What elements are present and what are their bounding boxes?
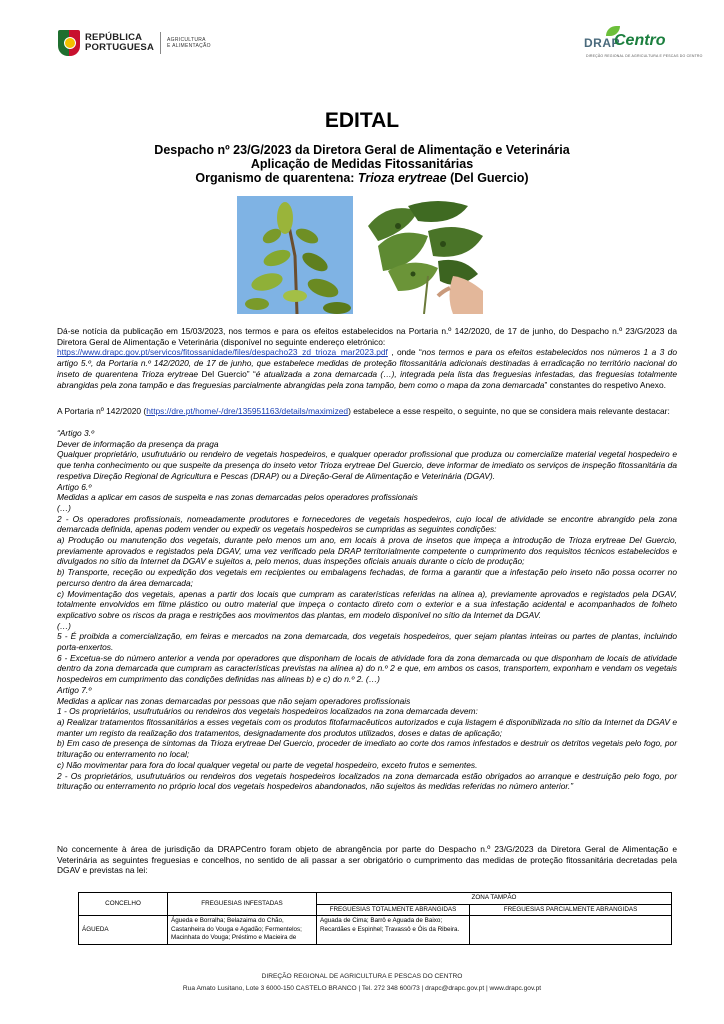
republica-portuguesa-logo xyxy=(58,30,211,56)
header-totalmente: FREGUESIAS TOTALMENTE ABRANGIDAS xyxy=(317,904,470,916)
header-zona-tampao: ZONA TAMPÃO xyxy=(317,893,672,905)
quote-line: 6 - Excetua-se do número anterior a venda por operadores que disponham de locais de atividade fora da zona demarcada ou que disponham de locais de atividade dentro da zona demarcada que cumpram as características previstas na alínea a) do n.º 2 e que, em ambos os casos, transportem, exponham e vendam os vegetais hospedeiros em cumprimento das condições definidas nas alíneas b) e c) do n.º 2. (…) xyxy=(57,652,677,685)
infested-leaves-photo xyxy=(358,196,488,314)
header-concelho: CONCELHO xyxy=(79,893,168,916)
cell-parcialmente xyxy=(470,916,672,945)
header-infestadas: FREGUESIAS INFESTADAS xyxy=(168,893,317,916)
freguesias-table xyxy=(78,892,672,945)
jurisdiction-paragraph: No concernente à área de jurisdição da DRAPCentro foram objeto de abrangência por parte do Despacho n.º 23/G/2023 da Diretora Geral de Alimentação e Veterinária as seguintes freguesias e concelhos, no sentido de ali passar a ser obrigatório o cumprimento das medidas de proteção fitossanitária decretadas pela DGAV e previstas na lei: xyxy=(57,844,677,876)
quote-line: b) Em caso de presença de sintomas da Trioza erytreae Del Guercio, proceder de imediato ao corte dos ramos infestados e destruir os detritos vegetais pelo fogo, por trituração ou enterramento no local; xyxy=(57,738,677,760)
republica-wordmark: REPÚBLICA PORTUGUESA xyxy=(85,32,155,53)
quote-line: 2 - Os operadores profissionais, nomeadamente produtores e fornecedores de vegetais hospedeiros, cujo local de atividade se encontre abrangido pela zona demarcada definida, apenas podem vender ou expedir os vegetais hospedeiros se cumpridas as seguintes condições: xyxy=(57,513,677,535)
intro-paragraph: Dá-se notícia da publicação em 15/03/2023, nos termos e para os efeitos estabelecidos na Portaria n.º 142/2020, de 17 de junho, do Despacho n.º 23/G/2023 da Diretora Geral de Alimentação e Veterinária (disponível no seguinte endereço eletrónico: https://www.drapc.gov.pt/servicos/fitossanidade/files/despacho23_zd_trioza_mar2023.pdf , onde “nos termos e para os efeitos estabelecidos nos números 1 a 3 do artigo 5.º, da Portaria n.º 142/2020, de 17 de junho, que estabelece medidas de proteção fitossanitária adicionais destinadas à erradicação no território nacional do inseto de quarentena Trioza erytreae Del Guercio” “é atualizada a zona demarcada (…), integrada pela lista das freguesias infestadas, das freguesias totalmente abrangidas pela zona tampão e das freguesias parcialmente abrangidas pela zona tampão, bem como o mapa da zona demarcada” constantes do respetivo Anexo. xyxy=(57,326,677,390)
quote-line: 1 - Os proprietários, usufrutuários ou rendeiros dos vegetais hospedeiros localizados na zona demarcada devem: xyxy=(57,706,478,717)
quote-line: (…) xyxy=(57,620,71,631)
quote-line: a) Produção ou manutenção dos vegetais, durante pelo menos um ano, em locais à prova de insetos que impeça a introdução de Trioza erytreae Del Guercio, previamente aprovados e registados pela DGAV, uma vez verificado pela DRAP territorialmente competente o cumprimento dos requisitos técnicos estabelecidos e divulgados no sítio da Internet da DGAV e sujeitos a, pelo menos, duas inspeções oficiais anuais durante o ciclo de produção; xyxy=(57,535,677,567)
quote-line: Qualquer proprietário, usufrutuário ou rendeiro de vegetais hospedeiros, e qualquer operador profissional que produza ou comercialize material vegetal hospedeiro e que tenha conhecimento ou que suspeite da presença do inseto vetor Trioza erytreae Del Guercio, deve informar de imediato os serviços de inspeção fitossanitária da respetiva Direção Regional de Agricultura e Pescas (DRAP) ou a Direção-Geral de Alimentação e Veterinária (DGAV). xyxy=(57,449,677,481)
quote-line: c) Não movimentar para fora do local qualquer vegetal ou parte de vegetal hospedeiro, exceto frutos e sementes. xyxy=(57,759,478,770)
quote-line: c) Movimentação dos vegetais, apenas a partir dos locais que cumpram as caraterísticas referidas na alínea a), previamente aprovados e registados pela DGAV, totalmente envolvidos em filme plástico ou outro material que impeça o contacto direto com o exterior e a sua infestação acidental e acompanhados de folheto explicativo sobre os riscos da praga e restrições aos movimentos das plantas, em modelo disponível no sítio da Internet da DGAV. xyxy=(57,588,677,620)
quote-line: (…) xyxy=(57,502,71,513)
despacho-pdf-link[interactable]: https://www.drapc.gov.pt/servicos/fitossanidade/files/despacho23_zd_trioza_mar2023.pdf xyxy=(57,347,388,358)
table-row xyxy=(79,916,672,945)
portugal-crest-icon xyxy=(58,30,80,56)
page-title: EDITAL xyxy=(324,109,400,132)
quote-line: “Artigo 3.º xyxy=(57,428,95,438)
quote-line: Artigo 6.º xyxy=(57,481,92,492)
drap-centro-logo: DRAP Centro DIREÇÃO REGIONAL DE AGRICULTURA E PESCAS DO CENTRO xyxy=(584,26,674,60)
footer-contacts: Rua Amato Lusitano, Lote 3 6000-150 CASTELO BRANCO | Tel. 272 348 600/73 | drapc@drapc.gov.pt | www.drapc.gov.pt xyxy=(182,985,542,992)
quote-line: Artigo 7.º xyxy=(57,684,92,695)
cell-totalmente: Aguada de Cima; Barrô e Aguada de Baixo; Recardães e Espinhel; Travassô e Óis da Ribeira. xyxy=(317,916,470,945)
quote-line: Dever de informação da presença da praga xyxy=(57,438,219,449)
subtitle-despacho: Despacho nº 23/G/2023 da Diretora Geral de Alimentação e Veterinária xyxy=(154,143,570,157)
quote-line: Medidas a aplicar em casos de suspeita e nas zonas demarcadas pelos operadores profissionais xyxy=(57,492,418,503)
portaria-paragraph: A Portaria nº 142/2020 (https://dre.pt/home/-/dre/135951163/details/maximized) estabelece a esse respeito, o seguinte, no que se considera mais relevante destacar: xyxy=(57,406,670,416)
subtitle-organismo: Organismo de quarentena: Trioza erytreae (Del Guercio) xyxy=(195,171,529,185)
logo-divider xyxy=(160,32,161,54)
subtitle-aplicacao: Aplicação de Medidas Fitossanitárias xyxy=(250,157,474,171)
cell-infestadas: Águeda e Borralha; Belazaima do Chão, Castanheira do Vouga e Agadão; Fermentelos; Macinhata do Vouga; Préstimo e Macieira de xyxy=(168,916,317,945)
quote-line: 5 - É proibida a comercialização, em feiras e mercados na zona demarcada, dos vegetais hospedeiros, quer sejam plantas inteiras ou partes de plantas, incluindo porta-enxertos. xyxy=(57,631,677,653)
quote-line: Medidas a aplicar nas zonas demarcadas por pessoas que não sejam operadores profissionais xyxy=(57,695,411,706)
quote-line: b) Transporte, receção ou expedição dos vegetais em recipientes ou embalagens fechadas, de forma a garantir que a infestação pelo inseto não possa ocorrer no percurso dentro da área demarcada; xyxy=(57,567,677,588)
portaria-dre-link[interactable]: https://dre.pt/home/-/dre/135951163/details/maximized xyxy=(146,406,349,416)
citrus-tree-photo xyxy=(237,196,353,314)
quote-line: a) Realizar tratamentos fitossanitários a esses vegetais com os produtos fitofarmacêuticos autorizados e cuja listagem é disponibilizada no sítio da Internet da DGAV e manter um registo da realização dos tratamentos, designadamente dos produtos utilizados, doses e datas de aplicação; xyxy=(57,716,677,738)
quote-line: 2 - Os proprietários, usufrutuários ou rendeiros dos vegetais hospedeiros localizados na zona demarcada estão obrigados ao arranque e destruição pelo fogo, por trituração ou enterramento no próprio local dos vegetais hospedeiros abandonados, não sujeitos às medidas referidas no número anterior.” xyxy=(57,770,677,792)
cell-concelho: ÁGUEDA xyxy=(79,916,168,945)
ministry-name: AGRICULTURA E ALIMENTAÇÃO xyxy=(167,36,211,49)
header-parcialmente: FREGUESIAS PARCIALMENTE ABRANGIDAS xyxy=(470,904,672,916)
footer-org-name: DIREÇÃO REGIONAL DE AGRICULTURA E PESCAS DO CENTRO xyxy=(261,973,463,980)
portaria-quote xyxy=(57,428,677,792)
